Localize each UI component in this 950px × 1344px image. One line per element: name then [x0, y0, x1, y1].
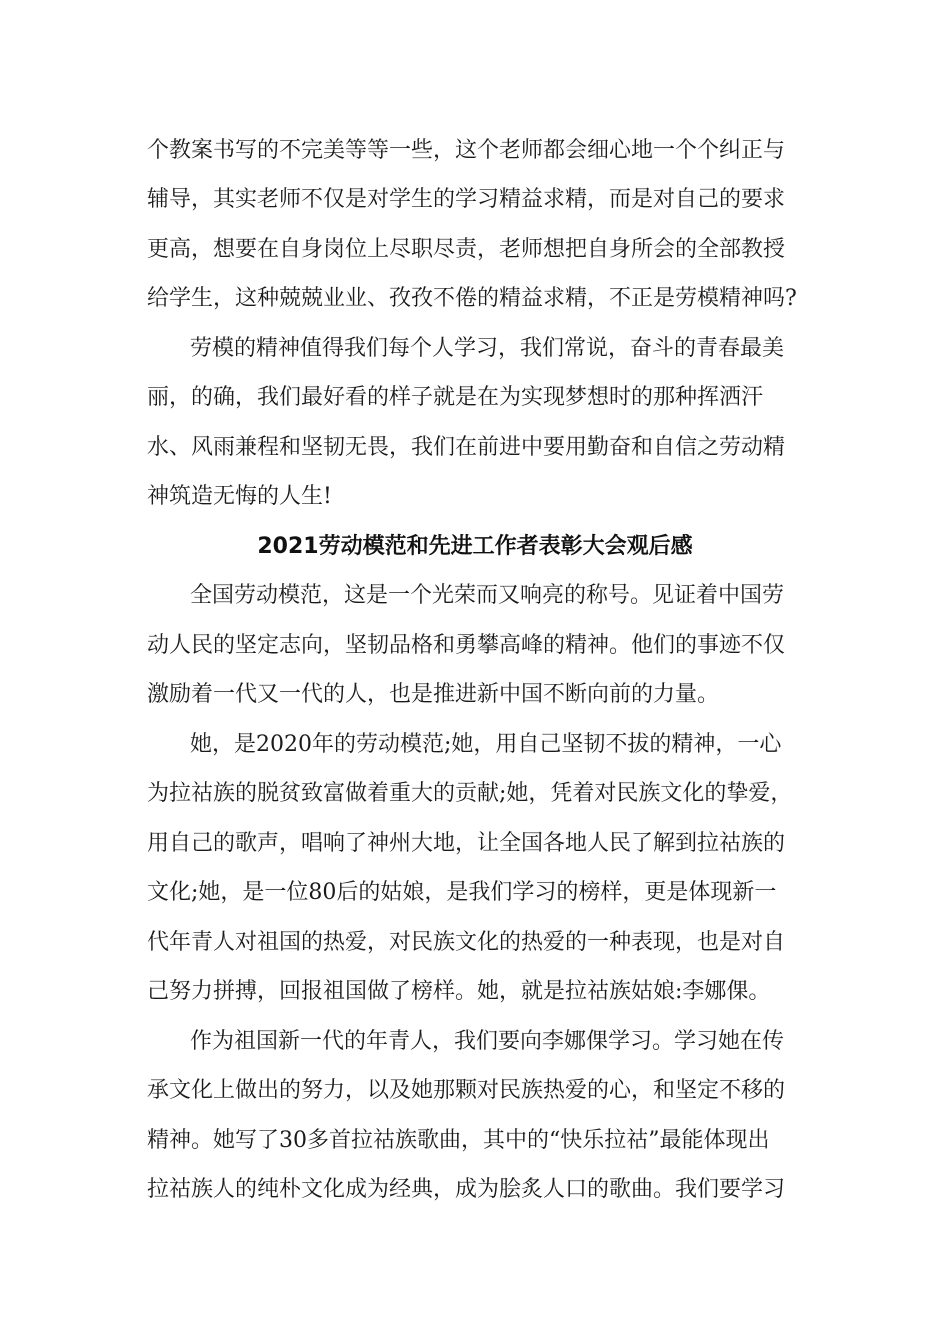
- paragraph-line: 作为祖国新一代的年青人，我们要向李娜倮学习。学习她在传: [190, 1029, 785, 1054]
- paragraph-line: 动人民的坚定志向，坚韧品格和勇攀高峰的精神。他们的事迹不仅: [147, 633, 786, 658]
- paragraph-line: 文化;她，是一位80后的姑娘，是我们学习的榜样，更是体现新一: [147, 880, 777, 905]
- paragraph-line: 劳模的精神值得我们每个人学习，我们常说，奋斗的青春最美: [190, 336, 785, 361]
- paragraph-line: 代年青人对祖国的热爱，对民族文化的热爱的一种表现，也是对自: [147, 930, 786, 955]
- paragraph-line: 激励着一代又一代的人，也是推进新中国不断向前的力量。: [147, 682, 720, 707]
- paragraph-line: 承文化上做出的努力，以及她那颗对民族热爱的心，和坚定不移的: [147, 1078, 786, 1103]
- paragraph-line: 己努力拼搏，回报祖国做了榜样。她，就是拉祜族姑娘:李娜倮。: [147, 979, 771, 1004]
- paragraph-line: 辅导，其实老师不仅是对学生的学习精益求精，而是对自己的要求: [147, 187, 786, 212]
- paragraph-line: 水、风雨兼程和坚韧无畏，我们在前进中要用勤奋和自信之劳动精: [147, 435, 786, 460]
- paragraph-line: 她，是2020年的劳动模范;她，用自己坚韧不拔的精神，一心: [190, 732, 782, 757]
- paragraph-line: 丽，的确，我们最好看的样子就是在为实现梦想时的那种挥洒汗: [147, 385, 764, 410]
- section-title: 2021劳动模范和先进工作者表彰大会观后感: [257, 534, 693, 559]
- paragraph-line: 个教案书写的不完美等等一些，这个老师都会细心地一个个纠正与: [147, 138, 786, 163]
- paragraph-line: 更高，想要在自身岗位上尽职尽责，老师想把自身所会的全部教授: [147, 237, 786, 262]
- paragraph-line: 拉祜族人的纯朴文化成为经典，成为脍炙人口的歌曲。我们要学习: [147, 1177, 786, 1202]
- paragraph-line: 用自己的歌声，唱响了神州大地，让全国各地人民了解到拉祜族的: [147, 831, 786, 856]
- paragraph-line: 精神。她写了30多首拉祜族歌曲，其中的“快乐拉祜”最能体现出: [147, 1128, 770, 1153]
- paragraph-line: 为拉祜族的脱贫致富做着重大的贡献;她，凭着对民族文化的挚爱，: [147, 781, 793, 806]
- paragraph-line: 给学生，这种兢兢业业、孜孜不倦的精益求精，不正是劳模精神吗?: [147, 286, 797, 311]
- paragraph-line: 全国劳动模范，这是一个光荣而又响亮的称号。见证着中国劳: [190, 583, 785, 608]
- paragraph-line: 神筑造无悔的人生!: [147, 484, 332, 509]
